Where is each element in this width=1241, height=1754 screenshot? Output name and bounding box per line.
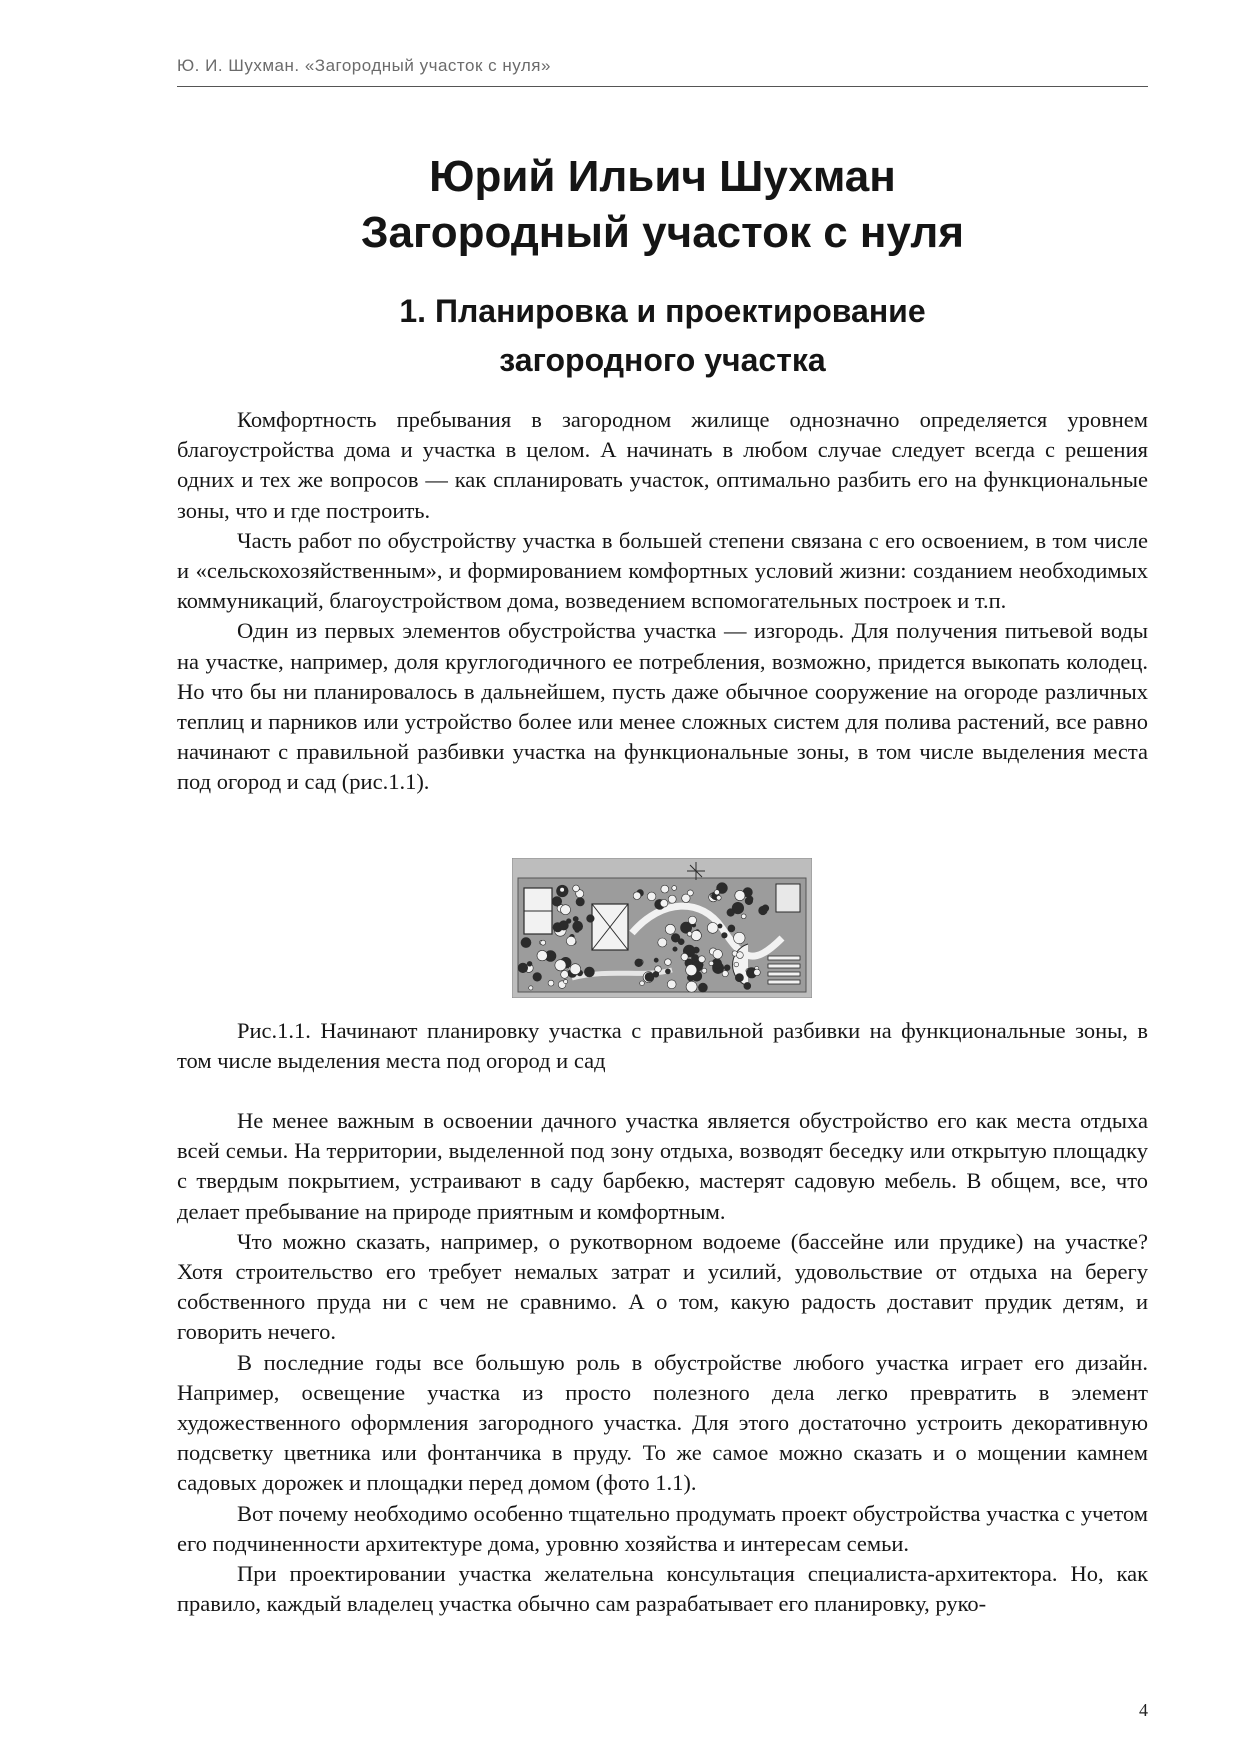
plant-circle: [548, 980, 554, 986]
plant-circle: [537, 950, 547, 960]
paragraph: Часть работ по обустройству участка в большей степени связана с его освоением, в том числе и «сельскохозяйственным», и формированием комфортных условий жизни: созданием необходимых коммуникаций, благоустройством дома, возведением вспомогательных построек и т.п.: [177, 527, 1148, 614]
plant-circle: [735, 890, 745, 900]
plant-circle: [762, 905, 769, 912]
book-author-title: Юрий Ильич Шухман: [429, 152, 896, 201]
plant-circle: [707, 923, 718, 934]
plant-circle: [541, 940, 546, 945]
paragraph: Не менее важным в освоении дачного участка является обустройство его как места отдыха всей семьи. На территории, выделенной под зону отдыха, возводят беседку или открытую площадку с твердым покрытием, устраивают в саду барбекю, мастерят садовую мебель. В общем, все, что делает пребывание на природе приятным и комфортным.: [177, 1108, 1148, 1224]
plant-circle: [714, 890, 719, 895]
plant-circle: [724, 965, 730, 971]
site-plan-figure: [512, 858, 812, 998]
plant-circle: [570, 964, 581, 975]
book-title: Загородный участок с нуля: [360, 208, 965, 257]
plant-circle: [744, 982, 751, 989]
paragraph: Вот почему необходимо особенно тщательно продумать проект обустройства участка с учетом его подчиненности архитектуре дома, уровню хозяйства и интересам семьи.: [177, 1500, 1148, 1556]
plant-circle: [727, 909, 735, 917]
plant-circle: [560, 887, 565, 892]
plant-circle: [698, 983, 707, 992]
plant-circle: [645, 973, 654, 982]
paragraph: В последние годы все большую роль в обустройстве любого участка играет его дизайн. Например, освещение участка из просто полезного дела легко превратить в элемент художественного оформления загородного участка. Для этого достаточно устроить декоративную подсветку цветника или фонтанчика в пруду. То же самое можно сказать и о мощении камнем садовых дорожек и площадки перед домом (фото 1.1).: [177, 1349, 1148, 1496]
plant-circle: [737, 952, 744, 959]
plant-circle: [741, 914, 746, 919]
plant-circle: [635, 959, 643, 967]
plant-circle: [668, 895, 676, 903]
plant-circle: [633, 892, 641, 900]
figure-caption: Рис.1.1. Начинают планировку участка с правильной разбивки на функциональные зоны, в том числе выделения места под огород и сад: [177, 1018, 1148, 1074]
body-text-after-figure: [177, 1106, 1148, 1619]
running-head: Ю. И. Шухман. «Загородный участок с нуля»: [177, 56, 551, 75]
plant-circle: [691, 930, 701, 940]
plant-circle: [529, 986, 533, 990]
paragraph: Один из первых элементов обустройства участка — изгородь. Для получения питьевой воды на участке, например, доля круглогодичного ее потребления, возможно, придется выкопать колодец. Но что бы ни планировалось в дальнейшем, пусть даже обычное сооружение на огороде различных теплиц и парников или устройство более или менее сложных систем для полива растений, все равно начинают с правильной разбивки участка на функциональные зоны, в том числе выделения места под огород и сад (рис.1.1).: [177, 618, 1148, 795]
plant-circle: [527, 961, 532, 966]
plant-circle: [722, 933, 728, 939]
plant-circle: [564, 980, 568, 984]
plant-circle: [518, 963, 528, 973]
plant-circle: [561, 971, 569, 979]
plant-circle: [686, 965, 697, 976]
plant-circle: [584, 967, 594, 977]
plant-circle: [521, 938, 531, 948]
plant-circle: [702, 968, 707, 973]
page-number: 4: [1139, 1700, 1148, 1720]
plant-circle: [660, 900, 668, 908]
body-text-before-figure: [177, 405, 1148, 798]
plant-circle: [561, 905, 571, 915]
plant-circle: [734, 932, 745, 943]
plant-circle: [678, 939, 684, 945]
plant-circle: [587, 915, 595, 923]
plant-circle: [734, 962, 739, 967]
plant-circle: [658, 938, 667, 947]
plant-circle: [555, 960, 566, 971]
plant-circle: [718, 924, 722, 928]
plant-circle: [654, 958, 658, 962]
plant-circle: [745, 897, 753, 905]
paragraph: Комфортность пребывания в загородном жилище однозначно определяется уровнем благоустройства дома и участка в целом. А начинать в любом случае следует всегда с решения одних и тех же вопросов — как спланировать участок, оптимально разбить его на функциональные зоны, что и где построить.: [177, 407, 1148, 523]
plant-circle: [686, 981, 697, 992]
outbuilding-right: [776, 884, 800, 912]
plant-circle: [665, 959, 672, 966]
plant-circle: [722, 971, 728, 977]
plant-circle: [559, 921, 568, 930]
plant-circle: [709, 961, 714, 966]
plant-circle: [698, 956, 705, 963]
plant-circle: [665, 969, 670, 974]
section-title-line-1: 1. Планировка и проектирование: [399, 293, 926, 329]
plant-circle: [688, 916, 696, 924]
plant-circle: [691, 954, 698, 961]
paragraph: При проектировании участка желательна консультация специалиста-архитектора. Но, как правило, каждый владелец участка обычно сам разрабатывает его планировку, руко-: [177, 1561, 1148, 1617]
plant-circle: [735, 974, 743, 982]
plant-circle: [687, 931, 692, 936]
plant-circle: [647, 892, 656, 901]
plant-circle: [566, 936, 575, 945]
plant-circle: [573, 916, 578, 921]
section-title-line-2: загородного участка: [499, 342, 826, 378]
plant-circle: [533, 973, 542, 982]
plant-circle: [754, 969, 761, 976]
plant-circle: [673, 947, 677, 951]
plant-circle: [713, 950, 722, 959]
plant-circle: [552, 897, 562, 907]
plant-circle: [575, 928, 580, 933]
plant-circle: [665, 924, 675, 934]
plant-circle: [576, 898, 584, 906]
plant-circle: [716, 895, 721, 900]
plant-circle: [667, 980, 676, 989]
header-rule: [177, 86, 1148, 87]
plant-circle: [672, 886, 677, 891]
plant-circle: [681, 953, 688, 960]
plant-circle: [573, 885, 580, 892]
plant-circle: [661, 885, 669, 893]
plant-circle: [640, 981, 645, 986]
plant-circle: [728, 925, 735, 932]
plant-circle: [682, 894, 690, 902]
paragraph: Что можно сказать, например, о рукотворном водоеме (бассейне или прудике) на участке? Хотя строительство его требует немалых затрат и усилий, удовольствие от отдыха на берегу собственного пруда ни с чем не сравнимо. А о том, какую радость доставит прудик детям, и говорить нечего.: [177, 1228, 1148, 1345]
